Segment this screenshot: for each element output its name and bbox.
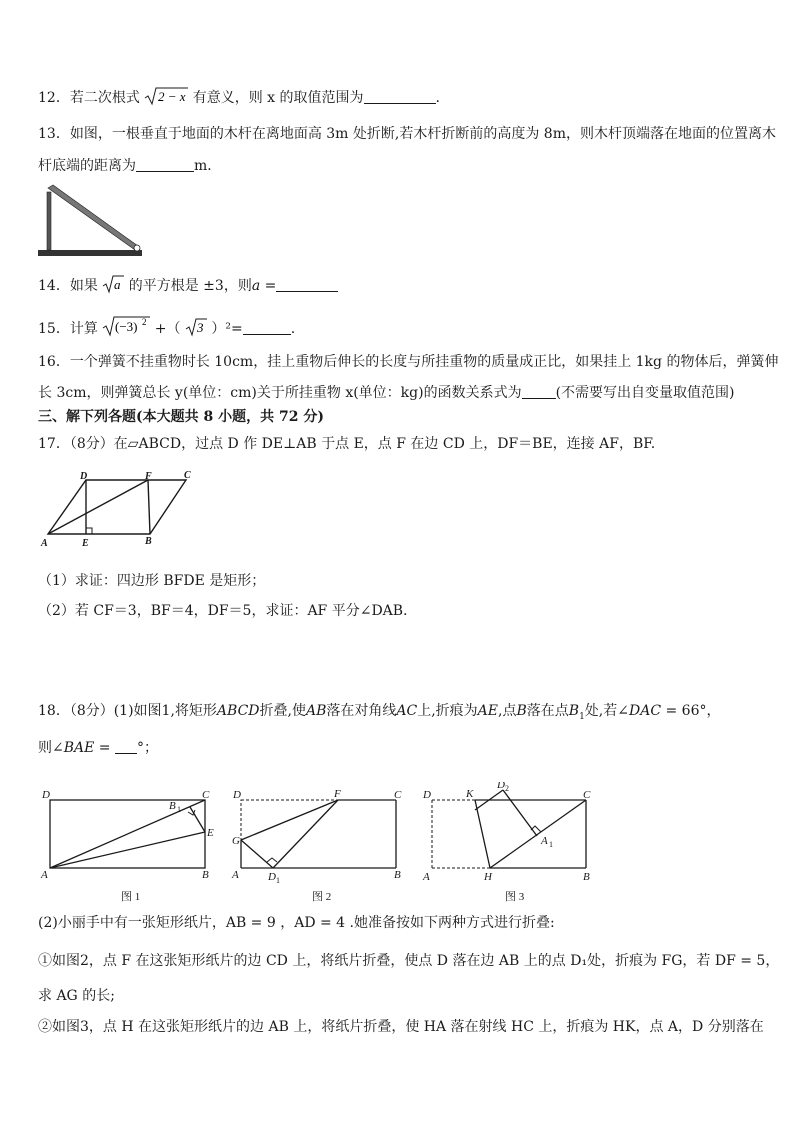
rect-outline-dashed xyxy=(241,800,396,868)
svg-text:A: A xyxy=(41,869,48,881)
svg-text:a: a xyxy=(114,277,121,292)
figure-2 xyxy=(231,788,402,903)
svg-text:B: B xyxy=(145,536,152,547)
svg-text:F: F xyxy=(145,471,152,482)
svg-text:2: 2 xyxy=(142,317,147,327)
q17-parallelogram-figure xyxy=(38,470,198,548)
q18-part2-1-line2: 求 AG 的长; xyxy=(38,988,115,1004)
section-heading: 三、解下列各题(本大题共 8 小题，共 72 分) xyxy=(38,409,324,425)
figure-3 xyxy=(422,782,591,903)
svg-text:B: B xyxy=(394,869,401,881)
q13-answer-blank[interactable] xyxy=(136,157,194,172)
q14: 14．如果 a 的平方根是 ±3，则a = xyxy=(38,274,764,300)
q13-line2: 杆底端的距离为 m． xyxy=(38,158,222,174)
svg-text:D: D xyxy=(497,782,505,791)
svg-text:C: C xyxy=(394,789,402,801)
svg-text:1: 1 xyxy=(276,876,280,885)
svg-text:D: D xyxy=(80,471,88,482)
q17-part1: （1）求证：四边形 BFDE 是矩形； xyxy=(38,573,266,589)
q18-line2: 则∠BAE = °； xyxy=(38,740,158,756)
q18-part2: (2)小丽手中有一张矩形纸片，AB = 9 ，AD = 4 .她准备按如下两种方式进行折叠: xyxy=(38,915,555,931)
segment-gd1 xyxy=(241,840,273,868)
svg-text:H: H xyxy=(484,871,492,883)
svg-text:B: B xyxy=(202,869,209,881)
radical-sign-icon xyxy=(144,86,188,106)
svg-text:B: B xyxy=(169,800,176,812)
svg-text:A: A xyxy=(423,871,430,883)
svg-text:图 1: 图 1 xyxy=(121,891,141,903)
q16-line2: 长 3cm，则弹簧总长 y(单位：cm)关于所挂重物 x(单位：kg)的函数关系式为 (不需要写出自变量取值范围) xyxy=(38,385,735,401)
q13-figure xyxy=(38,182,146,260)
svg-text:A: A xyxy=(232,869,239,881)
q15: 15．计算 (−3) 2 +（ 3 ）²= . xyxy=(38,313,764,343)
svg-text:B: B xyxy=(583,871,590,883)
svg-text:D: D xyxy=(268,871,276,883)
svg-text:D: D xyxy=(423,789,431,801)
segment-bf xyxy=(148,480,150,534)
svg-text:E: E xyxy=(82,538,89,548)
radical-sign-icon xyxy=(102,313,150,337)
svg-text:2 − x: 2 − x xyxy=(158,89,186,104)
svg-text:1: 1 xyxy=(549,840,553,849)
svg-text:D: D xyxy=(233,789,241,801)
crease-gf xyxy=(241,800,338,840)
svg-text:E: E xyxy=(207,827,214,839)
svg-text:F: F xyxy=(334,788,341,800)
segment-b1e xyxy=(190,807,205,832)
q16-answer-blank[interactable] xyxy=(522,384,556,399)
pole-tip xyxy=(134,245,140,251)
q17-part2: （2）若 CF＝3，BF＝4，DF＝5，求证：AF 平分∠DAB． xyxy=(38,603,418,619)
ray-hc xyxy=(490,800,586,868)
svg-text:3: 3 xyxy=(196,320,204,335)
svg-text:D: D xyxy=(42,789,50,801)
crease-hk xyxy=(475,800,490,868)
radical-sign-icon xyxy=(102,274,124,294)
diagonal-ac xyxy=(50,800,205,868)
svg-text:A: A xyxy=(41,538,48,548)
q18-figures xyxy=(38,782,598,904)
q18-part2-1-line1: ①如图2，点 F 在这张矩形纸片的边 CD 上，将纸片折叠，使点 D 落在边 AB 上的点 D₁处，折痕为 FG，若 DF = 5， xyxy=(38,953,780,969)
segment-af xyxy=(48,480,148,534)
q12-radical xyxy=(144,86,188,112)
q15-answer-blank[interactable] xyxy=(243,320,291,335)
svg-text:C: C xyxy=(184,470,191,481)
svg-text:A: A xyxy=(541,835,548,847)
parallelogram-abcd xyxy=(48,480,186,534)
svg-text:图 2: 图 2 xyxy=(312,891,332,903)
q14-answer-blank[interactable] xyxy=(276,277,338,292)
crease-ae xyxy=(50,832,205,868)
q18-answer-blank[interactable] xyxy=(115,739,137,754)
svg-text:(−3): (−3) xyxy=(115,319,138,334)
pole-broken xyxy=(48,185,138,250)
ground xyxy=(38,250,142,256)
q18-part2-2-line1: ②如图3，点 H 在这张矩形纸片的边 AB 上，将纸片折叠，使 HA 落在射线 HC 上，折痕为 HK，点 A，D 分别落在 xyxy=(38,1019,764,1035)
svg-text:图 3: 图 3 xyxy=(505,891,525,903)
q13-line1: 13．如图，一根垂直于地面的木杆在离地面高 3m 处折断,若木杆折断前的高度为 8m，则木杆顶端落在地面的位置离木 xyxy=(38,126,776,142)
q18-line1: 18．（8分）(1)如图1,将矩形ABCD折叠,使AB落在对角线AC上,折痕为AE,点B落在点$B_1$处,若∠DAC = 66°， xyxy=(38,703,721,722)
q12: 12．若二次根式 2 − x 有意义，则 x 的取值范围为 . xyxy=(38,86,764,112)
pole-standing xyxy=(47,192,51,250)
svg-text:C: C xyxy=(583,789,591,801)
right-angle-mark xyxy=(531,826,541,832)
svg-text:C: C xyxy=(202,789,210,801)
svg-text:K: K xyxy=(466,788,474,800)
radical-sign-icon xyxy=(185,317,207,337)
right-angle-mark xyxy=(86,528,92,534)
segment-d1f xyxy=(273,800,338,868)
figure-1 xyxy=(40,789,214,903)
q17-stem: 17．（8分）在▱ABCD，过点 D 作 DE⊥AB 于点 E，点 F 在边 CD 上，DF＝BE，连接 AF，BF. xyxy=(38,436,656,452)
q12-answer-blank[interactable] xyxy=(364,89,436,104)
svg-text:1: 1 xyxy=(177,805,181,814)
svg-text:G: G xyxy=(232,835,240,847)
svg-text:2: 2 xyxy=(505,784,509,793)
q16-line1: 16．一个弹簧不挂重物时长 10cm，挂上重物后伸长的长度与所挂重物的质量成正比，如果挂上 1kg 的物体后，弹簧伸 xyxy=(38,354,779,370)
right-angle-mark xyxy=(267,858,277,862)
